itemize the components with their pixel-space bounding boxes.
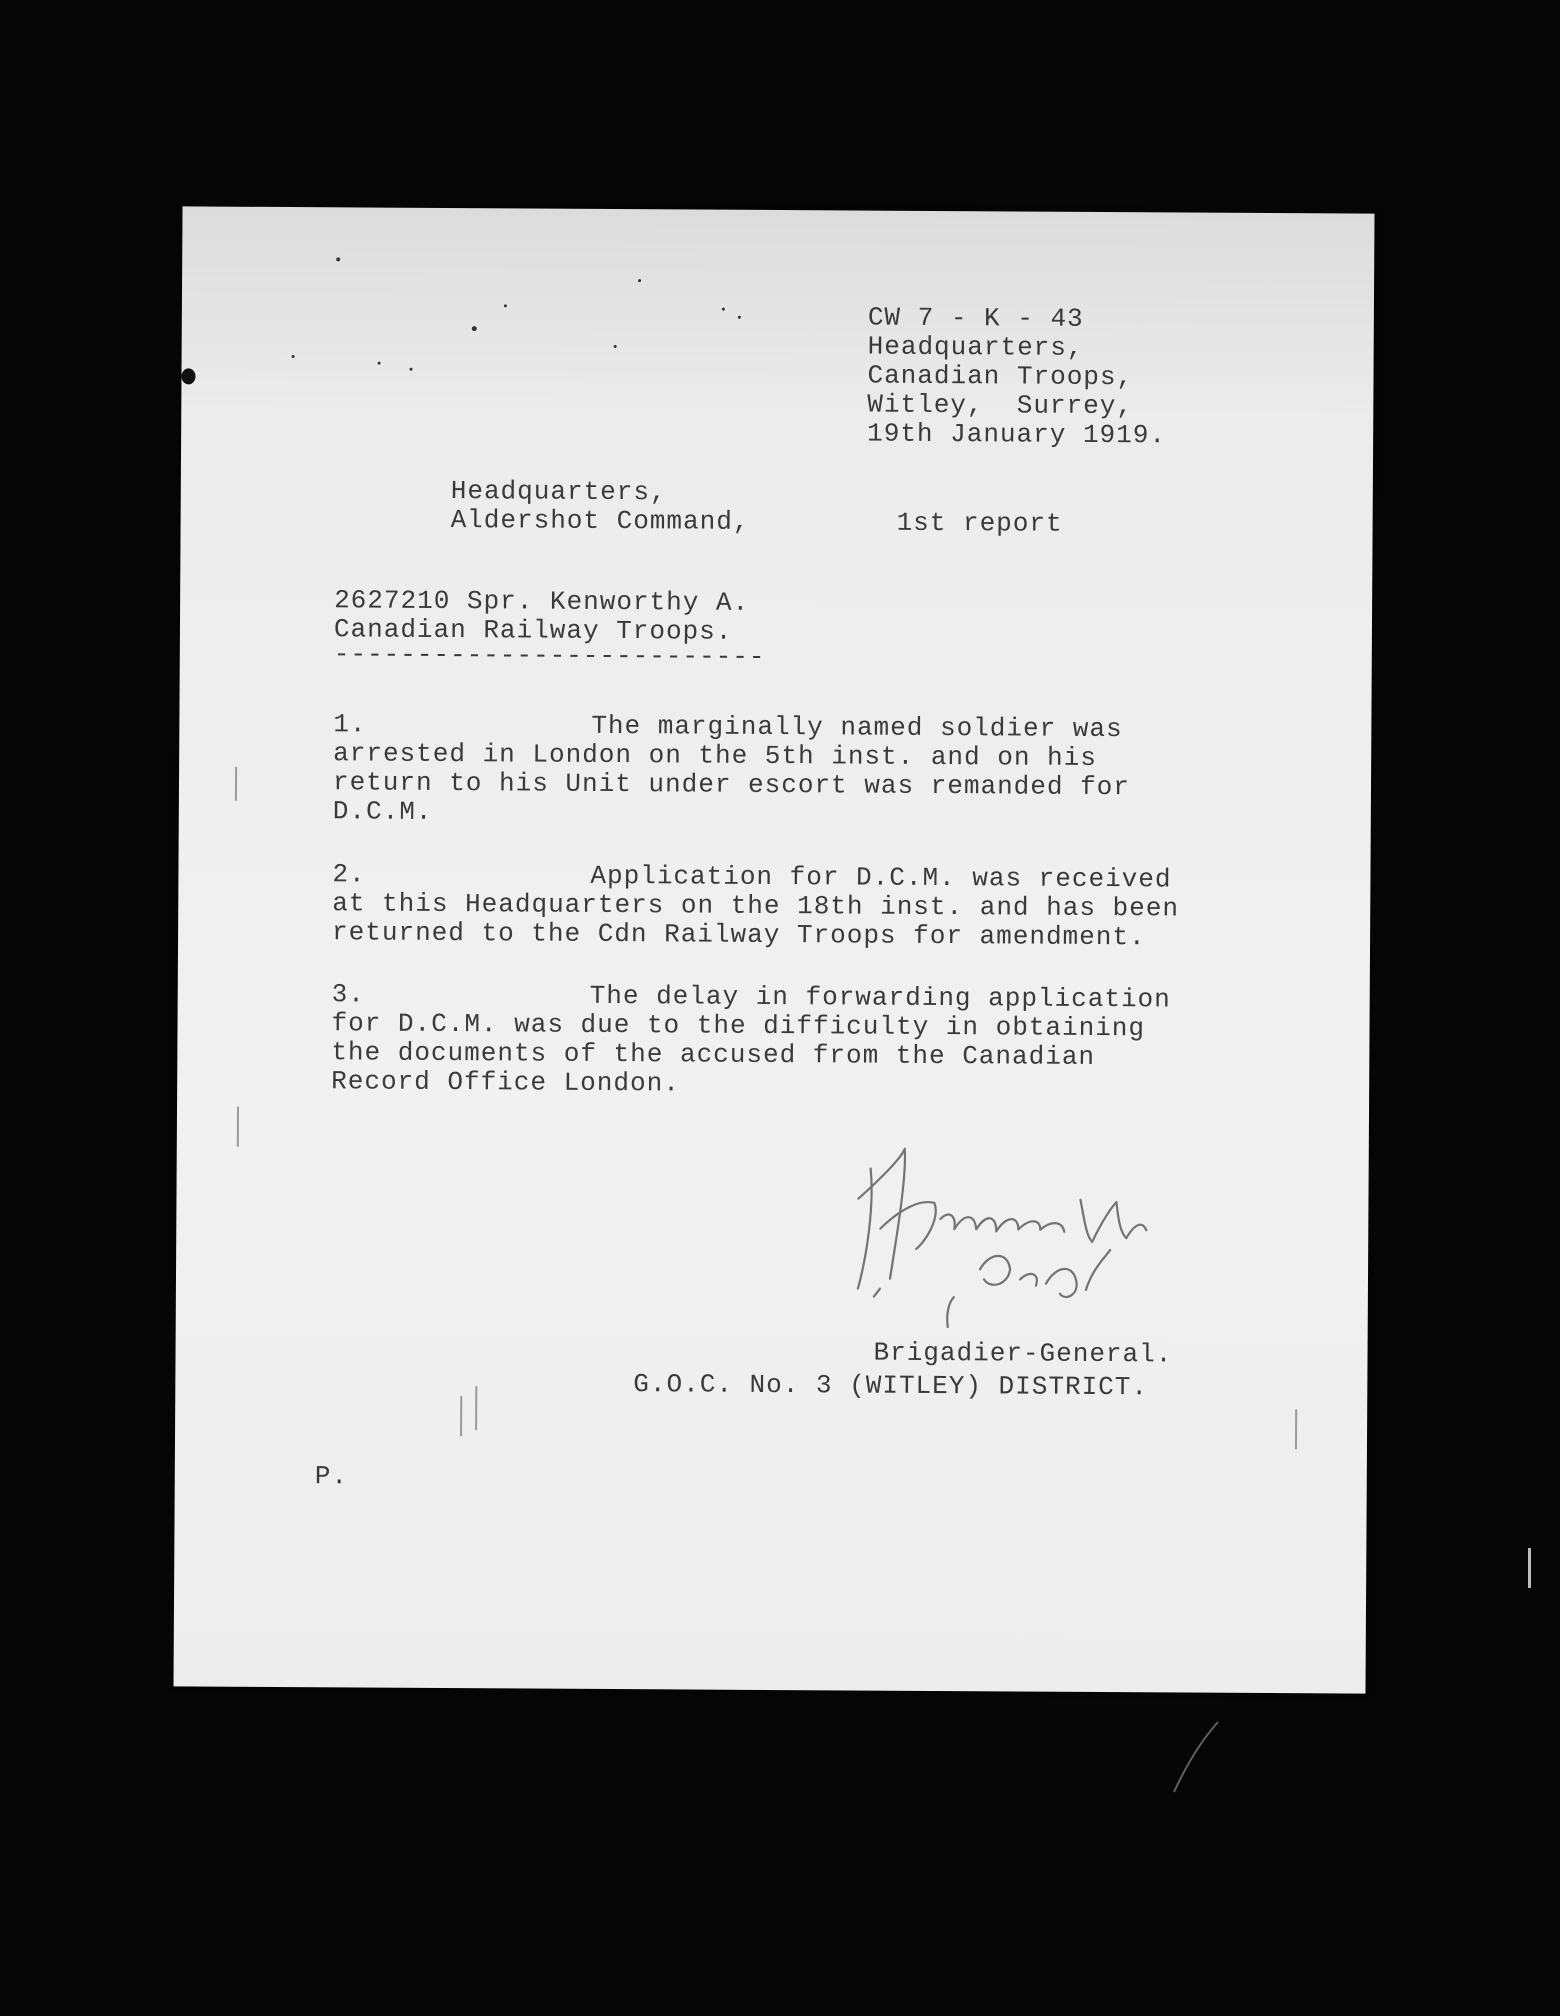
file-reference: CW 7 - K - 43 xyxy=(867,302,1084,334)
paragraph-line: for D.C.M. was due to the difficulty in obtaining xyxy=(331,1008,1146,1044)
scan-artifact xyxy=(460,1396,462,1436)
recipient-line-1: Headquarters, xyxy=(450,476,667,508)
ink-speck xyxy=(336,257,340,261)
ink-speck xyxy=(181,368,195,384)
ink-speck xyxy=(638,279,641,282)
recipient-line-2: Aldershot Command, xyxy=(450,505,750,537)
paragraph-number: 1. xyxy=(333,709,367,740)
scan-artifact xyxy=(1295,1409,1297,1449)
paragraph-line: the documents of the accused from the Canadian xyxy=(331,1037,1096,1072)
ink-speck xyxy=(378,362,381,365)
ink-speck xyxy=(722,308,725,311)
ink-speck xyxy=(410,368,413,371)
ink-speck xyxy=(614,345,617,348)
paragraph-number: 2. xyxy=(332,859,366,890)
ink-speck xyxy=(292,355,295,358)
paragraph-line: return to his Unit under escort was remanded for xyxy=(332,767,1131,803)
paragraph-line: arrested in London on the 5th inst. and on his xyxy=(333,738,1097,773)
scan-artifact xyxy=(1528,1548,1531,1588)
scan-artifact xyxy=(237,1107,239,1147)
footer-initial: P. xyxy=(314,1461,349,1492)
ink-speck xyxy=(504,304,507,307)
report-label: 1st report xyxy=(896,507,1063,539)
paragraph-number: 3. xyxy=(331,979,366,1010)
subject-line-1: 2627210 Spr. Kenworthy A. xyxy=(334,585,750,618)
ink-speck xyxy=(738,316,741,319)
paragraph-line: D.C.M. xyxy=(332,796,433,827)
sender-line-4: 19th January 1919. xyxy=(867,418,1167,451)
scan-artifact xyxy=(235,767,237,801)
sender-line-1: Headquarters, xyxy=(867,331,1084,363)
paragraph-line: Record Office London. xyxy=(331,1066,680,1099)
paragraph-line: returned to the Cdn Railway Troops for amendment. xyxy=(332,917,1146,953)
sender-line-2: Canadian Troops, xyxy=(867,360,1134,393)
subject-line-2: Canadian Railway Troops. xyxy=(333,614,733,647)
sender-line-3: Witley, Surrey, xyxy=(867,389,1134,422)
paragraph-line: at this Headquarters on the 18th inst. and has been xyxy=(332,888,1180,924)
paragraph-line: The delay in forwarding application xyxy=(589,980,1171,1015)
ink-speck xyxy=(472,326,477,331)
document-page xyxy=(173,206,1374,1693)
scan-artifact xyxy=(475,1386,477,1430)
paragraph-line: Application for D.C.M. was received xyxy=(590,860,1172,895)
scan-artifact xyxy=(1170,1716,1230,1796)
handwritten-signature xyxy=(840,1138,1261,1341)
subject-underline: -------------------------- xyxy=(333,639,766,672)
signatory-unit: G.O.C. No. 3 (WITLEY) DISTRICT. xyxy=(633,1369,1149,1403)
paragraph-line: The marginally named soldier was xyxy=(591,710,1123,745)
signatory-title: Brigadier-General. xyxy=(873,1337,1173,1370)
